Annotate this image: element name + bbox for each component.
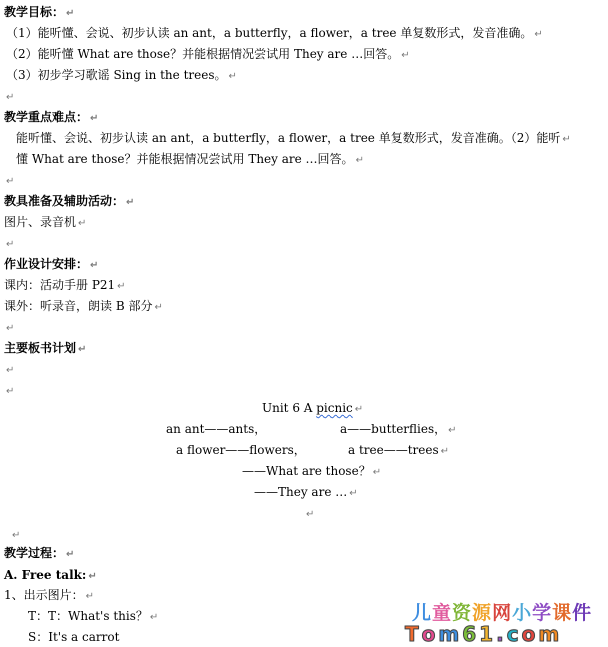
aids-heading: 教具准备及辅助活动： ↵ — [4, 194, 135, 208]
watermark-chinese-text — [412, 598, 592, 625]
focus-heading: 教学重点难点： ↵ — [4, 110, 99, 124]
watermark-char: 1 — [479, 622, 495, 646]
watermark-char: o — [421, 622, 437, 646]
board-row2-right: a tree——trees ↵ — [348, 443, 450, 457]
watermark-char: o — [521, 622, 537, 646]
watermark-char: 件 — [572, 602, 593, 624]
empty-paragraph: ↵ — [306, 509, 315, 520]
watermark-char: 童 — [432, 602, 453, 624]
empty-paragraph: ↵ — [6, 365, 15, 376]
empty-paragraph: ↵ — [6, 239, 15, 250]
watermark-char: 6 — [462, 622, 478, 646]
watermark-char: . — [496, 622, 505, 646]
board-row1-right: a——butterflies， ↵ — [340, 422, 457, 436]
board-title: Unit 6 A picnic ↵ — [262, 401, 364, 415]
watermark-char: T — [405, 622, 420, 646]
teacher-line: T：T：What's this？ ↵ — [28, 609, 159, 623]
free-talk-heading: A. Free talk: ↵ — [4, 568, 97, 582]
goals-item-2: （2）能听懂 What are those？并能根据情况尝试用 They are …回答。 ↵ — [6, 47, 410, 61]
watermark-domain-text — [404, 622, 561, 646]
board-row1-left: an ant——ants， — [166, 422, 267, 436]
watermark-char: 网 — [492, 602, 513, 624]
student-line: S：It's a carrot — [28, 630, 120, 644]
watermark-char: m — [438, 622, 461, 646]
homework-inclass: 课内：活动手册 P21 ↵ — [4, 278, 126, 292]
goals-item-1: （1）能听懂、会说、初步认读 an ant，a butterfly，a flower，a tree 单复数形式，发音准确。 ↵ — [6, 26, 543, 40]
empty-paragraph: ↵ — [6, 386, 15, 397]
watermark-char: 小 — [512, 602, 533, 624]
aids-text: 图片、录音机 ↵ — [4, 215, 87, 229]
empty-paragraph: ↵ — [6, 176, 15, 187]
process-heading: 教学过程： ↵ — [4, 546, 75, 560]
empty-paragraph: ↵ — [12, 530, 21, 541]
watermark-char: m — [538, 622, 561, 646]
focus-line-1: 能听懂、会说、初步认读 an ant，a butterfly，a flower，a tree 单复数形式，发音准确。（2）能听 ↵ — [16, 131, 571, 145]
process-step-1: 1、出示图片： ↵ — [4, 588, 95, 602]
focus-line-2: 懂 What are those？并能根据情况尝试用 They are …回答。 ↵ — [16, 152, 364, 166]
watermark-char: 儿 — [412, 602, 433, 624]
site-watermark-logo — [404, 598, 604, 646]
watermark-char: c — [506, 622, 520, 646]
board-heading: 主要板书计划 ↵ — [4, 341, 87, 355]
board-row4: ——They are … ↵ — [254, 485, 358, 499]
homework-afterclass: 课外：听录音，朗读 B 部分 ↵ — [4, 299, 163, 313]
board-row3: ——What are those？ ↵ — [242, 464, 382, 478]
watermark-char: 学 — [532, 602, 553, 624]
watermark-char: 课 — [552, 602, 573, 624]
goals-item-3: （3）初步学习歌谣 Sing in the trees。 ↵ — [6, 68, 237, 82]
watermark-char: 源 — [472, 602, 493, 624]
homework-heading: 作业设计安排： ↵ — [4, 257, 99, 271]
watermark-char: 资 — [452, 602, 473, 624]
empty-paragraph: ↵ — [6, 92, 15, 103]
board-row2-left: a flower——flowers， — [176, 443, 306, 457]
empty-paragraph: ↵ — [6, 323, 15, 334]
goals-heading: 教学目标： ↵ — [4, 5, 75, 19]
